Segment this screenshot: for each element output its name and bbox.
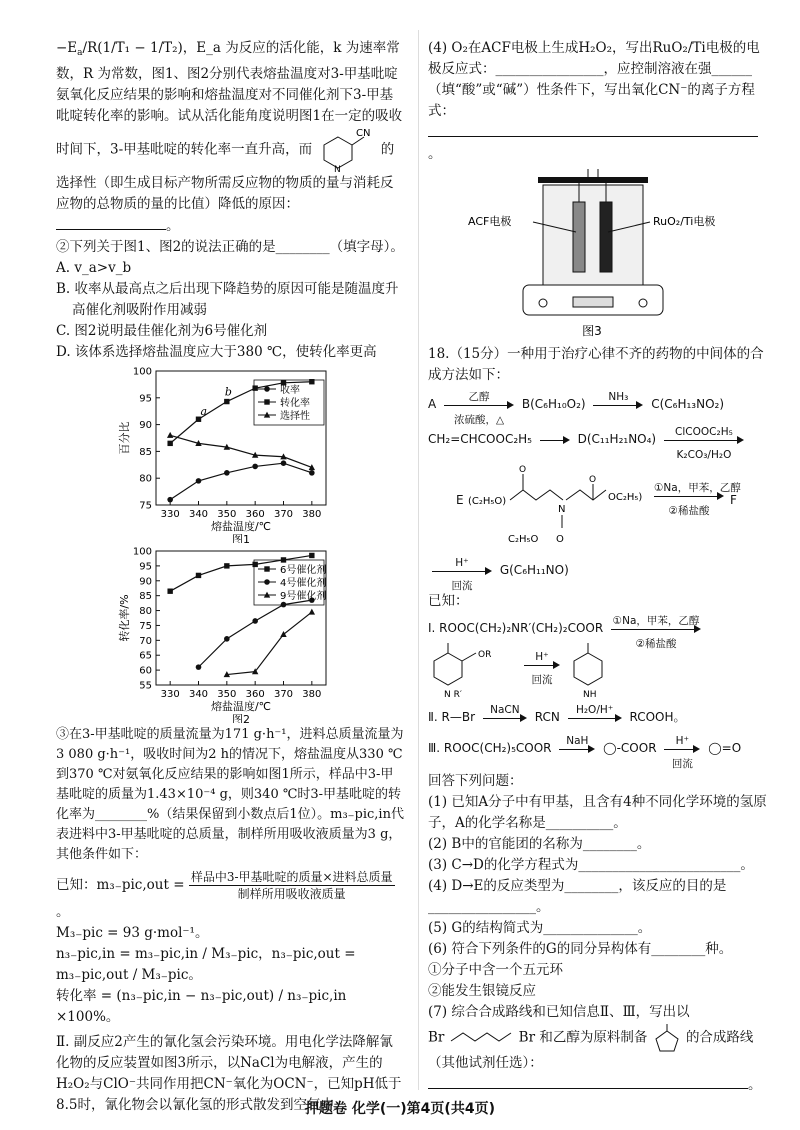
data-point-6号催化剂 bbox=[309, 553, 314, 558]
data-point-6号催化剂 bbox=[224, 563, 229, 568]
chart-caption: 图2 bbox=[232, 713, 250, 723]
arrow-nah bbox=[559, 734, 595, 755]
data-point-收率 bbox=[224, 470, 230, 476]
question-3: ③在3-甲基吡啶的质量流量为171 g·h⁻¹，进料总质量流量为3 080 g·h⁻¹，吸收时间为2 h的情况下，熔盐温度从330 ℃到370 ℃对氨氧化反应结果的影响如图1所示，样品中3-甲基吡啶的质量为1.43×10⁻⁴ g，则340 ℃时3-甲基吡啶的转化率为________%（结果保留到小数点后1位）。m₃₋pic,in代表进料中3-甲基吡啶的总质量，制样所用吸收液质量为3 g，其他条件如下： bbox=[56, 727, 404, 862]
q4-text: (4) O₂在ACF电极上生成H₂O₂，写出RuO₂/Ti电极的电极反应式：________________，应控制溶液在强______（填“酸”或“碱”）性条件下，写出氧化CN⁻的离子方程式： bbox=[428, 40, 760, 119]
q4-answer-line[interactable]: 。 bbox=[428, 122, 768, 165]
data-point-收率 bbox=[252, 464, 258, 470]
answer-6: (6) 符合下列条件的G的同分异构体有________种。 bbox=[428, 941, 733, 957]
right-column bbox=[428, 38, 768, 1096]
data-point-收率 bbox=[309, 470, 315, 476]
y-tick-label: 85 bbox=[139, 591, 152, 603]
question-2: ②下列关于图1、图2的说法正确的是________（填字母）。 bbox=[56, 239, 404, 255]
reaction-row-3 bbox=[428, 460, 768, 548]
arrow-top: H⁺ bbox=[455, 556, 469, 569]
question-4 bbox=[428, 38, 768, 122]
fraction-denominator: 制样所用吸收液质量 bbox=[237, 887, 346, 901]
answer-2: (2) B中的官能团的名称为________。 bbox=[428, 836, 651, 852]
y-tick-label: 95 bbox=[139, 393, 152, 405]
legend-label: 转化率 bbox=[280, 398, 310, 409]
series-line-9号催化剂 bbox=[227, 612, 312, 675]
arrow-top: H⁺ bbox=[535, 651, 549, 663]
known-formula: 已知：m₃₋pic,out = 样品中3-甲基吡啶的质量×进料总质量 制样所用吸收液质量 。 bbox=[56, 870, 393, 920]
answer-7-blank[interactable]: 。 bbox=[428, 1074, 768, 1096]
compound-e: E bbox=[456, 493, 464, 507]
legend-label: 选择性 bbox=[280, 411, 310, 422]
y-tick-label: 80 bbox=[139, 606, 152, 618]
cyclohexanone: ◯=O bbox=[708, 741, 742, 755]
x-tick-label: 380 bbox=[302, 689, 322, 700]
y-tick-label: 75 bbox=[139, 620, 152, 632]
legend-marker bbox=[264, 399, 269, 404]
column-divider bbox=[418, 30, 419, 1090]
fraction-numerator: 样品中3-甲基吡啶的质量×进料总质量 bbox=[190, 870, 393, 884]
legend-marker bbox=[264, 579, 270, 585]
y-tick-label: 85 bbox=[139, 446, 152, 458]
cn-label: CN bbox=[356, 128, 371, 139]
x-tick-label: 370 bbox=[273, 689, 294, 700]
arrow-bottom: 浓硫酸，△ bbox=[454, 413, 505, 426]
x-axis-label: 熔盐温度/℃ bbox=[210, 700, 272, 713]
fig3-caption: 图3 bbox=[582, 324, 602, 338]
svg-text:N: N bbox=[558, 504, 566, 515]
y-tick-label: 75 bbox=[139, 500, 152, 512]
svg-text:O: O bbox=[556, 534, 564, 545]
legend-marker bbox=[264, 386, 270, 392]
svg-text:O: O bbox=[589, 475, 597, 485]
intro-paragraph: $-E_a/R(1/T_1 - 1/T_2)$，E_a 为反应的活化能，k 为速率常数，R 为常数，图1、图2分别代表熔盐温度对3-甲基吡啶氨氧化反应结果的影响和熔盐温度对不同催化剂下3-甲基吡啶转化率的影响。试从活化能角度说明图1在一定的吸收时间下，3-甲基吡啶的转化率一直升高，而 CN N 的选择性（即生成目标产物所需反应物的物质的量与消耗反应物的总物质的量的比值）降低的原因：。 bbox=[56, 40, 403, 234]
page-footer: 押题卷 化学(一)第4页(共4页) bbox=[305, 1101, 495, 1117]
mole-definitions: n₃₋pic,in = m₃₋pic,in / M₃₋pic，n₃₋pic,out = m₃₋pic,out / M₃₋pic。 bbox=[56, 946, 356, 983]
answer-header: 回答下列问题： bbox=[428, 773, 523, 789]
annotation-a: a bbox=[200, 405, 208, 419]
answer-7: (7) 综合合成路线和已知信息Ⅱ、Ⅲ，写出以 bbox=[428, 1004, 690, 1020]
ruo2-electrode bbox=[600, 202, 612, 272]
y-tick-label: 70 bbox=[139, 635, 152, 647]
arrow-f-g bbox=[432, 556, 492, 592]
arrow-top: ①Na，甲苯，乙醇 bbox=[654, 482, 741, 494]
x-tick-label: 350 bbox=[217, 689, 237, 700]
molar-mass: M₃₋pic = 93 g·mol⁻¹。 bbox=[56, 925, 209, 941]
arrow-hplus-3 bbox=[664, 734, 700, 770]
piperidinone-ester-structure bbox=[428, 639, 518, 703]
br-label-2: Br bbox=[518, 1029, 536, 1046]
arrow-top: NaH bbox=[566, 734, 589, 747]
x-tick-label: 360 bbox=[245, 689, 265, 700]
data-point-9号催化剂 bbox=[309, 609, 315, 615]
y-tick-label: 100 bbox=[132, 546, 152, 558]
compound-b: B(C₆H₁₀O₂) bbox=[521, 397, 586, 411]
y-tick-label: 95 bbox=[139, 561, 152, 573]
x-tick-label: 330 bbox=[160, 509, 180, 520]
y-axis-label: 百分比 bbox=[118, 421, 131, 455]
y-tick-label: 100 bbox=[132, 366, 152, 378]
compound-e-structure bbox=[468, 460, 648, 548]
known-reaction-3 bbox=[428, 734, 768, 770]
arrow-bottom: 回流 bbox=[671, 757, 693, 770]
formula-sub: a bbox=[77, 48, 83, 58]
arrow-top: H⁺ bbox=[675, 734, 690, 747]
compound-f: F bbox=[730, 493, 737, 507]
figure-1-chart bbox=[56, 365, 406, 543]
y-tick-label: 90 bbox=[139, 576, 152, 588]
option-c: C. 图2说明最佳催化剂为6号催化剂 bbox=[56, 323, 268, 339]
answer-1: (1) 已知A分子中有甲基，且含有4种不同化学环境的氢原子，A的化学名称是__________。 bbox=[428, 794, 767, 831]
legend-label: 4号催化剂 bbox=[280, 578, 327, 589]
known-reaction-1-products bbox=[428, 639, 768, 703]
compound-d: D(C₁₁H₂₁NO₄) bbox=[577, 432, 657, 446]
dibromopentane-structure bbox=[449, 1029, 519, 1047]
reaction-row-4 bbox=[428, 556, 768, 592]
option-b: B. 收率从最高点之后出现下降趋势的原因可能是随温度升高催化剂吸附作用减弱 bbox=[56, 281, 399, 318]
arrow-top: NaCN bbox=[490, 703, 520, 716]
svg-text:NH: NH bbox=[583, 690, 597, 700]
3-methylpyridine-structure bbox=[316, 127, 376, 173]
x-axis-label: 熔盐温度/℃ bbox=[210, 520, 272, 533]
arrow-top: ①Na，甲苯，乙醇 bbox=[612, 614, 700, 627]
data-point-转化率 bbox=[224, 399, 229, 404]
data-point-4号催化剂 bbox=[252, 618, 258, 624]
y-tick-label: 65 bbox=[139, 650, 152, 662]
known-2-intermediate: RCN bbox=[534, 710, 560, 724]
piperidinone-structure bbox=[568, 639, 618, 703]
data-point-6号催化剂 bbox=[252, 562, 257, 567]
arrow-e-f bbox=[654, 482, 741, 517]
compound-g: G(C₆H₁₁NO) bbox=[499, 563, 569, 577]
known-2-reactant: Ⅱ. R—Br bbox=[428, 710, 476, 724]
condition-1: ①分子中含一个五元环 bbox=[428, 962, 563, 978]
x-tick-label: 360 bbox=[245, 509, 265, 520]
y-axis-label: 转化率/% bbox=[118, 594, 131, 642]
y-tick-label: 90 bbox=[139, 420, 152, 432]
x-tick-label: 330 bbox=[160, 689, 180, 700]
acf-electrode bbox=[573, 202, 585, 272]
intro-text-2: 的选择性（即生成目标产物所需反应物的物质的量与消耗反应物的总物质的量的比值）降低的原因： bbox=[56, 141, 395, 212]
answer-5: (5) G的结构简式为______________。 bbox=[428, 920, 652, 936]
arrow-nacn bbox=[483, 703, 527, 724]
compound-c: C(C₆H₁₃NO₂) bbox=[651, 397, 725, 411]
x-tick-label: 340 bbox=[188, 689, 209, 700]
legend-label: 6号催化剂 bbox=[280, 565, 327, 576]
known-1-reactant: Ⅰ. ROOC(CH₂)₂NR′(CH₂)₂COOR bbox=[428, 621, 604, 635]
arrow-a-b bbox=[444, 390, 514, 426]
known-2-product: RCOOH。 bbox=[629, 710, 686, 724]
y-tick-label: 55 bbox=[139, 680, 152, 692]
option-a: A. v_a>v_b bbox=[56, 260, 132, 276]
arrow-bottom: ②稀盐酸 bbox=[668, 505, 710, 517]
br-label: Br bbox=[428, 1029, 445, 1046]
data-point-收率 bbox=[281, 460, 287, 466]
option-d: D. 该体系选择熔盐温度应大于380 ℃，使转化率更高 bbox=[56, 344, 377, 360]
answer-7-line bbox=[428, 1023, 768, 1074]
known-prefix: 已知：m₃₋pic,out = bbox=[56, 877, 185, 893]
reaction-row-2 bbox=[428, 425, 768, 461]
legend-label: 收率 bbox=[280, 385, 300, 396]
series-line-选择性 bbox=[170, 435, 312, 467]
data-point-转化率 bbox=[167, 441, 172, 446]
figure-2-chart bbox=[56, 545, 406, 723]
arrow-top: H₂O/H⁺ bbox=[575, 703, 614, 716]
left-column bbox=[56, 38, 406, 1116]
cyclopentanone-structure bbox=[652, 1023, 682, 1053]
svg-text:(C₂H₅O): (C₂H₅O) bbox=[468, 496, 507, 507]
answer-7-middle: 和乙醇为原料制备 bbox=[539, 1029, 648, 1046]
conversion-definition: 转化率 = (n₃₋pic,in − n₃₋pic,out) / n₃₋pic,in ×100%。 bbox=[56, 988, 347, 1025]
arrow-known-1 bbox=[611, 614, 701, 650]
data-point-6号催化剂 bbox=[196, 573, 201, 578]
svg-text:OC₂H₅): OC₂H₅) bbox=[608, 492, 643, 503]
reaction-row-1 bbox=[428, 390, 768, 426]
data-point-收率 bbox=[196, 478, 202, 484]
fig3-right-label: RuO₂/Ti电极 bbox=[653, 215, 716, 228]
arrow-top: 乙醇 bbox=[468, 390, 490, 403]
arrow-bottom: 回流 bbox=[531, 674, 553, 686]
answer-7-end: 的合成路线（其他试剂任选）： bbox=[428, 1029, 754, 1071]
intro-text: ，E_a 为反应的活化能，k 为速率常数，R 为常数，图1、图2分别代表熔盐温度对3-甲基吡啶氨氧化反应结果的影响和熔盐温度对不同催化剂下3-甲基吡啶转化率的影响。试从活化能角度说明图1在一定的吸收时间下，3-甲基吡啶的转化率一直升高，而 bbox=[56, 40, 403, 158]
ethyl-acrylate: CH₂=CHCOOC₂H₅ bbox=[428, 432, 532, 446]
data-point-4号催化剂 bbox=[281, 602, 287, 608]
data-point-选择性 bbox=[167, 432, 173, 438]
data-point-4号催化剂 bbox=[224, 636, 230, 642]
svg-text:N: N bbox=[334, 165, 342, 173]
data-point-4号催化剂 bbox=[196, 664, 202, 670]
legend-label: 9号催化剂 bbox=[280, 591, 327, 602]
series-line-收率 bbox=[170, 463, 312, 499]
known-reaction-2 bbox=[428, 703, 768, 728]
arrow-top: ClCOOC₂H₅ bbox=[675, 425, 733, 438]
y-tick-label: 80 bbox=[139, 473, 152, 485]
fig3-left-label: ACF电极 bbox=[468, 215, 512, 228]
answer-3: (3) C→D的化学方程式为________________________。 bbox=[428, 857, 754, 873]
arrow-d-e bbox=[664, 425, 744, 461]
arrow-to-d bbox=[540, 434, 570, 446]
svg-text:C₂H₅O: C₂H₅O bbox=[508, 534, 539, 545]
data-point-转化率 bbox=[281, 380, 286, 385]
data-point-收率 bbox=[167, 497, 173, 503]
formula: −E bbox=[56, 40, 78, 56]
compound-a: A bbox=[428, 397, 437, 411]
known-info-label: 已知： bbox=[428, 593, 469, 609]
svg-text:O: O bbox=[519, 465, 527, 475]
annotation-b: b bbox=[224, 385, 232, 399]
legend-marker bbox=[264, 566, 269, 571]
svg-text:OR: OR bbox=[478, 650, 492, 660]
data-point-6号催化剂 bbox=[167, 589, 172, 594]
svg-text:N R′: N R′ bbox=[444, 690, 462, 700]
arrow-b-c bbox=[593, 390, 643, 411]
condition-2: ②能发生银镜反应 bbox=[428, 983, 536, 999]
part-2-text: Ⅱ. 副反应2产生的氰化氢会污染环境。用电化学法降解氰化物的反应装置如图3所示，以NaCl为电解液，产生的H₂O₂与ClO⁻共同作用把CN⁻氧化为OCN⁻，已知pH低于8.5时，氰化物会以氰化氢的形式散发到空气中。 bbox=[56, 1034, 402, 1113]
known-3-reactant: Ⅲ. ROOC(CH₂)₅COOR bbox=[428, 741, 552, 755]
arrow-bottom: K₂CO₃/H₂O bbox=[676, 448, 732, 461]
x-tick-label: 380 bbox=[302, 509, 322, 520]
y-tick-label: 60 bbox=[139, 665, 152, 677]
arrow-hplus bbox=[524, 651, 560, 686]
x-tick-label: 340 bbox=[188, 509, 209, 520]
x-tick-label: 350 bbox=[217, 509, 237, 520]
formula-rest: /R(1/T₁ − 1/T₂) bbox=[82, 40, 183, 56]
question-18-header: 18.（15分）一种用于治疗心律不齐的药物的中间体的合成方法如下： bbox=[428, 346, 764, 383]
cyclohexanone-ester: ◯‑COOR bbox=[603, 741, 657, 755]
data-point-转化率 bbox=[252, 385, 257, 390]
arrow-bottom: ②稀盐酸 bbox=[635, 637, 677, 650]
chart-caption: 图1 bbox=[232, 533, 250, 543]
arrow-bottom: 回流 bbox=[451, 579, 473, 592]
series-line-4号催化剂 bbox=[199, 600, 312, 667]
arrow-top: NH₃ bbox=[608, 390, 629, 403]
figure-3-electrolysis-apparatus bbox=[428, 167, 768, 342]
answer-4: (4) D→E的反应类型为________，该反应的目的是________________。 bbox=[428, 878, 727, 915]
answer-blank[interactable] bbox=[56, 215, 166, 230]
x-tick-label: 370 bbox=[273, 509, 294, 520]
known-reaction-1 bbox=[428, 614, 768, 650]
arrow-hydrolysis bbox=[568, 703, 622, 724]
